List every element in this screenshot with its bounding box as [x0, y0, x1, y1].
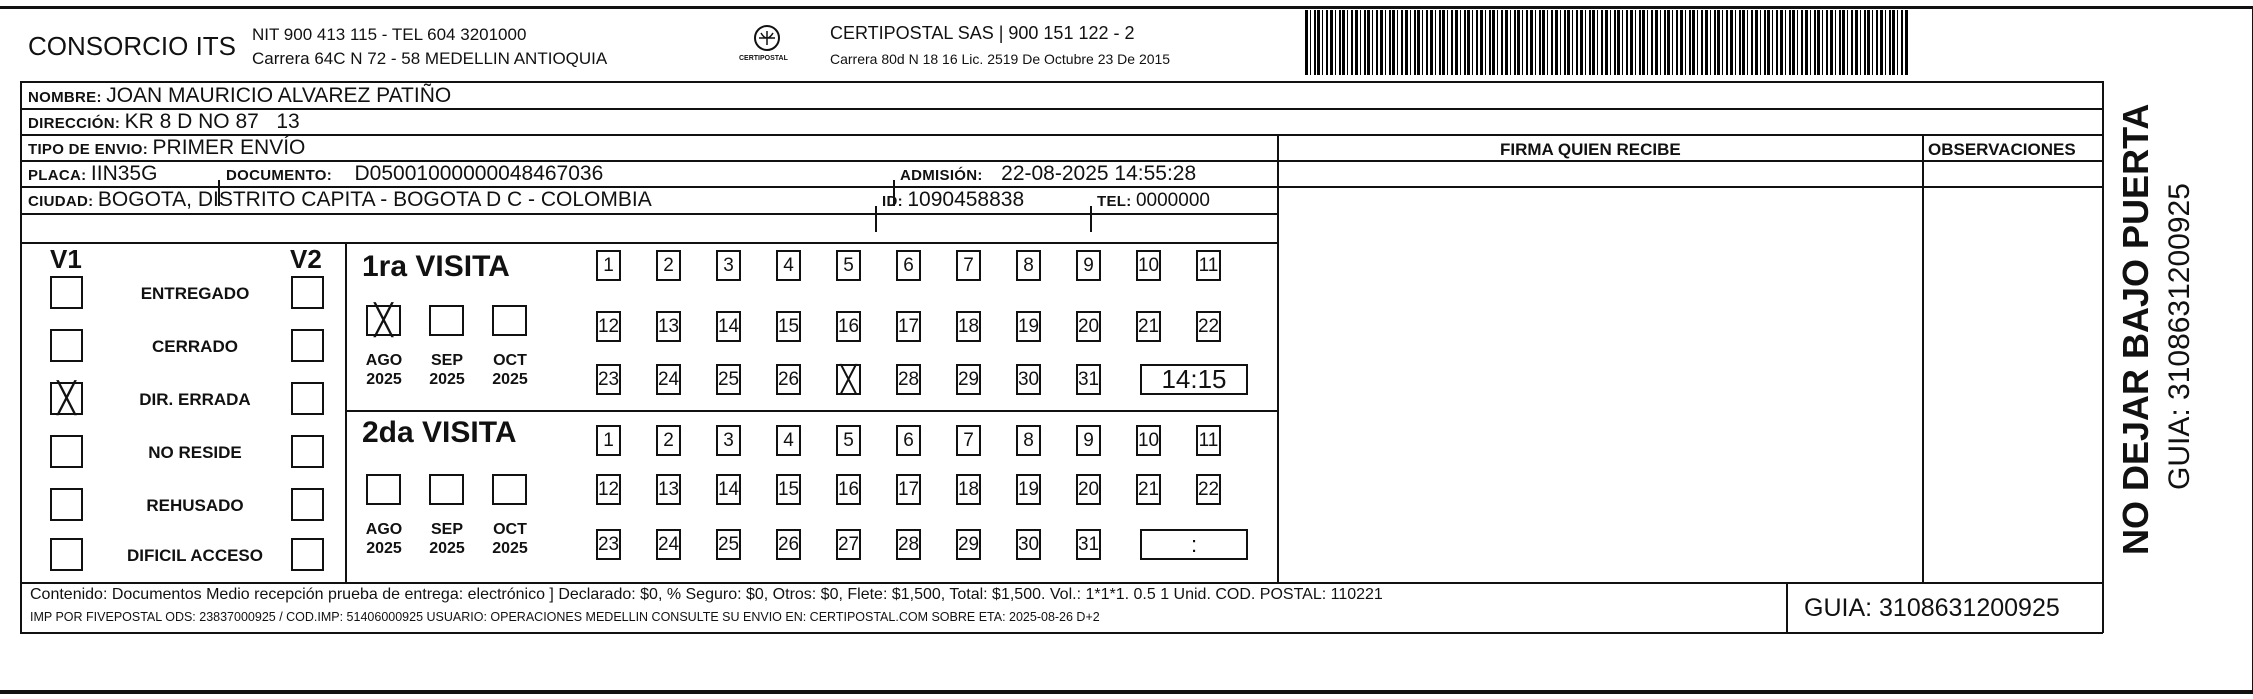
tipo-value: PRIMER ENVÍO	[152, 136, 306, 159]
first-visit-day-box[interactable]: 20	[1076, 311, 1101, 342]
nombre-value: JOAN MAURICIO ALVAREZ PATIÑO	[106, 84, 452, 107]
documento-field	[226, 162, 603, 186]
footer-guia: GUIA: 3108631200925	[1804, 594, 2060, 622]
second-visit-month-label: SEP 2025	[429, 521, 465, 557]
second-visit-day-box[interactable]: 12	[596, 474, 621, 505]
second-visit-day-box[interactable]: 5	[836, 425, 861, 456]
v2-checkbox[interactable]	[291, 435, 324, 468]
v2-checkbox[interactable]	[291, 382, 324, 415]
direccion-value: KR 8 D NO 87 13	[124, 110, 300, 133]
second-visit-day-box[interactable]: 29	[956, 529, 981, 560]
admision-label: ADMISIÓN:	[900, 167, 983, 184]
v1-checkbox[interactable]: ╳	[50, 382, 83, 415]
first-visit-day-box[interactable]: 7	[956, 250, 981, 281]
first-visit-day-box[interactable]: 25	[716, 364, 741, 395]
second-visit-day-box[interactable]: 27	[836, 529, 861, 560]
first-visit-day-box[interactable]: 17	[896, 311, 921, 342]
ciudad-field	[28, 188, 652, 212]
first-visit-day-box[interactable]: 3	[716, 250, 741, 281]
id-label: ID:	[882, 193, 903, 210]
first-visit-time-box[interactable]: 14:15	[1140, 364, 1248, 395]
placa-field	[28, 162, 157, 186]
second-visit-month-checkbox[interactable]	[366, 474, 401, 505]
nombre-label: NOMBRE:	[28, 89, 102, 106]
second-visit-day-box[interactable]: 2	[656, 425, 681, 456]
second-visit-day-box[interactable]: 1	[596, 425, 621, 456]
first-visit-day-box[interactable]: 9	[1076, 250, 1101, 281]
v1-checkbox[interactable]	[50, 276, 83, 309]
first-visit-month-checkbox[interactable]	[429, 305, 464, 336]
form-top	[20, 81, 2103, 83]
top-border	[0, 6, 2253, 9]
first-visit-day-box[interactable]: 21	[1136, 311, 1161, 342]
second-visit-day-box[interactable]: 23	[596, 529, 621, 560]
first-visit-day-box[interactable]: 18	[956, 311, 981, 342]
second-visit-day-box[interactable]: 15	[776, 474, 801, 505]
first-visit-day-box[interactable]: 4	[776, 250, 801, 281]
first-visit-day-box[interactable]: 1	[596, 250, 621, 281]
second-visit-day-box[interactable]: 11	[1196, 425, 1221, 456]
first-visit-day-box[interactable]: 23	[596, 364, 621, 395]
footer-contenido: Contenido: Documentos Medio recepción prueba de entrega: electrónico ] Declarado: $0, % Seguro: $0, Otros: $0, Flete: $1,500, Total: $1,500. Vol.: 1*1*1. 0.5 1 Unid. COD. POSTAL: 110221	[30, 586, 1383, 603]
v2-checkbox[interactable]	[291, 276, 324, 309]
tel-label: TEL:	[1097, 193, 1132, 210]
company-name: CONSORCIO ITS	[28, 31, 237, 61]
status-label: ENTREGADO	[140, 284, 250, 303]
second-visit-month-label: OCT 2025	[492, 521, 528, 557]
v1-checkbox[interactable]	[50, 538, 83, 571]
v2-header: V2	[290, 244, 322, 274]
second-visit-month-checkbox[interactable]	[429, 474, 464, 505]
id-field	[882, 188, 1024, 212]
first-visit-month-checkbox[interactable]	[492, 305, 527, 336]
second-visit-time-box[interactable]: :	[1140, 529, 1248, 560]
second-visit-day-box[interactable]: 3	[716, 425, 741, 456]
documento-label: DOCUMENTO:	[226, 167, 333, 184]
v1-checkbox[interactable]	[50, 488, 83, 521]
second-visit-month-checkbox[interactable]	[492, 474, 527, 505]
second-visit-day-box[interactable]: 6	[896, 425, 921, 456]
second-visit-day-box[interactable]: 10	[1136, 425, 1161, 456]
second-visit-day-box[interactable]: 26	[776, 529, 801, 560]
ciudad-value: BOGOTA, DISTRITO CAPITA - BOGOTA D C - COLOMBIA	[97, 188, 652, 211]
first-visit-day-box[interactable]: 16	[836, 311, 861, 342]
first-visit-day-box[interactable]: ╳	[836, 364, 861, 395]
bottom-border	[0, 690, 2253, 694]
v2-checkbox[interactable]	[291, 538, 324, 571]
documento-value: D05001000000048467036	[354, 162, 604, 185]
second-visit-title: 2da VISITA	[362, 416, 517, 449]
v1-header: V1	[50, 244, 82, 274]
first-visit-month-label: SEP 2025	[429, 352, 465, 388]
second-visit-day-box[interactable]: 13	[656, 474, 681, 505]
second-visit-day-box[interactable]: 14	[716, 474, 741, 505]
side-warning: NO DEJAR BAJO PUERTA	[2115, 103, 2156, 555]
ciudad-label: CIUDAD:	[28, 193, 94, 210]
admision-field	[900, 162, 1196, 186]
first-visit-day-box[interactable]: 26	[776, 364, 801, 395]
footer-imp: IMP POR FIVEPOSTAL ODS: 23837000925 / COD.IMP: 51406000925 USUARIO: OPERACIONES MEDELLIN CONSULTE SU ENVIO EN: CERTIPOSTAL.COM SOBRE ETA: 2025-08-26 D+2	[30, 610, 1100, 624]
first-visit-day-box[interactable]: 5	[836, 250, 861, 281]
first-visit-day-box[interactable]: 15	[776, 311, 801, 342]
id-value: 1090458838	[907, 188, 1025, 211]
carrier-license: Carrera 80d N 18 16 Lic. 2519 De Octubre 23 De 2015	[830, 51, 1171, 67]
first-visit-day-box[interactable]: 19	[1016, 311, 1041, 342]
barcode	[1305, 10, 1910, 75]
second-visit-day-box[interactable]: 18	[956, 474, 981, 505]
form-bottom	[20, 632, 2103, 634]
second-visit-day-box[interactable]: 31	[1076, 529, 1101, 560]
first-visit-day-box[interactable]: 22	[1196, 311, 1221, 342]
first-visit-month-checkbox[interactable]: ╳	[366, 305, 401, 336]
status-label: DIFICIL ACCESO	[126, 546, 263, 565]
placa-label: PLACA:	[28, 167, 87, 184]
first-visit-day-box[interactable]: 13	[656, 311, 681, 342]
second-visit-day-box[interactable]: 4	[776, 425, 801, 456]
first-visit-day-box[interactable]: 30	[1016, 364, 1041, 395]
placa-value: IIN35G	[90, 162, 158, 185]
second-visit-day-box[interactable]: 17	[896, 474, 921, 505]
status-label: CERRADO	[152, 337, 238, 356]
first-visit-day-box[interactable]: 14	[716, 311, 741, 342]
second-visit-day-box[interactable]: 28	[896, 529, 921, 560]
first-visit-day-box[interactable]: 12	[596, 311, 621, 342]
first-visit-day-box[interactable]: 11	[1196, 250, 1221, 281]
status-label: NO RESIDE	[148, 443, 242, 462]
logo-text: CERTIPOSTAL	[739, 55, 788, 62]
first-visit-day-box[interactable]: 28	[896, 364, 921, 395]
first-visit-month-label: AGO 2025	[365, 352, 403, 388]
second-visit-day-box[interactable]: 9	[1076, 425, 1101, 456]
first-visit-month-label: OCT 2025	[492, 352, 528, 388]
first-visit-day-box[interactable]: 8	[1016, 250, 1041, 281]
second-visit-day-box[interactable]: 22	[1196, 474, 1221, 505]
first-visit-day-box[interactable]: 24	[656, 364, 681, 395]
tipo-label: TIPO DE ENVIO:	[28, 141, 149, 158]
firma-label: FIRMA QUIEN RECIBE	[1500, 140, 1681, 159]
second-visit-day-box[interactable]: 16	[836, 474, 861, 505]
direccion-row	[28, 110, 300, 134]
tel-field	[1097, 190, 1210, 212]
company-nit: NIT 900 413 115 - TEL 604 3201000	[252, 25, 527, 44]
direccion-label: DIRECCIÓN:	[28, 115, 121, 132]
observaciones-label: OBSERVACIONES	[1928, 140, 2076, 159]
v2-checkbox[interactable]	[291, 329, 324, 362]
first-visit-day-box[interactable]: 2	[656, 250, 681, 281]
carrier-name: CERTIPOSTAL SAS | 900 151 122 - 2	[830, 23, 1135, 43]
v1-checkbox[interactable]	[50, 435, 83, 468]
nombre-row	[28, 84, 451, 108]
v1-checkbox[interactable]	[50, 329, 83, 362]
first-visit-day-box[interactable]: 6	[896, 250, 921, 281]
status-label: REHUSADO	[146, 496, 244, 515]
certipostal-logo	[737, 21, 797, 71]
first-visit-title: 1ra VISITA	[362, 250, 510, 283]
second-visit-month-label: AGO 2025	[365, 521, 403, 557]
v2-checkbox[interactable]	[291, 488, 324, 521]
second-visit-day-box[interactable]: 7	[956, 425, 981, 456]
admision-value: 22-08-2025 14:55:28	[1001, 162, 1197, 185]
second-visit-day-box[interactable]: 21	[1136, 474, 1161, 505]
company-address: Carrera 64C N 72 - 58 MEDELLIN ANTIOQUIA	[252, 49, 608, 68]
first-visit-day-box[interactable]: 29	[956, 364, 981, 395]
status-label: DIR. ERRADA	[139, 390, 251, 409]
tipo-row	[28, 136, 305, 160]
second-visit-day-box[interactable]: 25	[716, 529, 741, 560]
second-visit-day-box[interactable]: 8	[1016, 425, 1041, 456]
second-visit-day-box[interactable]: 24	[656, 529, 681, 560]
first-visit-day-box[interactable]: 31	[1076, 364, 1101, 395]
tel-value: 0000000	[1135, 190, 1210, 211]
first-visit-day-box[interactable]: 10	[1136, 250, 1161, 281]
second-visit-day-box[interactable]: 19	[1016, 474, 1041, 505]
side-guia: GUIA: 3108631200925	[2163, 183, 2196, 490]
second-visit-day-box[interactable]: 30	[1016, 529, 1041, 560]
second-visit-day-box[interactable]: 20	[1076, 474, 1101, 505]
